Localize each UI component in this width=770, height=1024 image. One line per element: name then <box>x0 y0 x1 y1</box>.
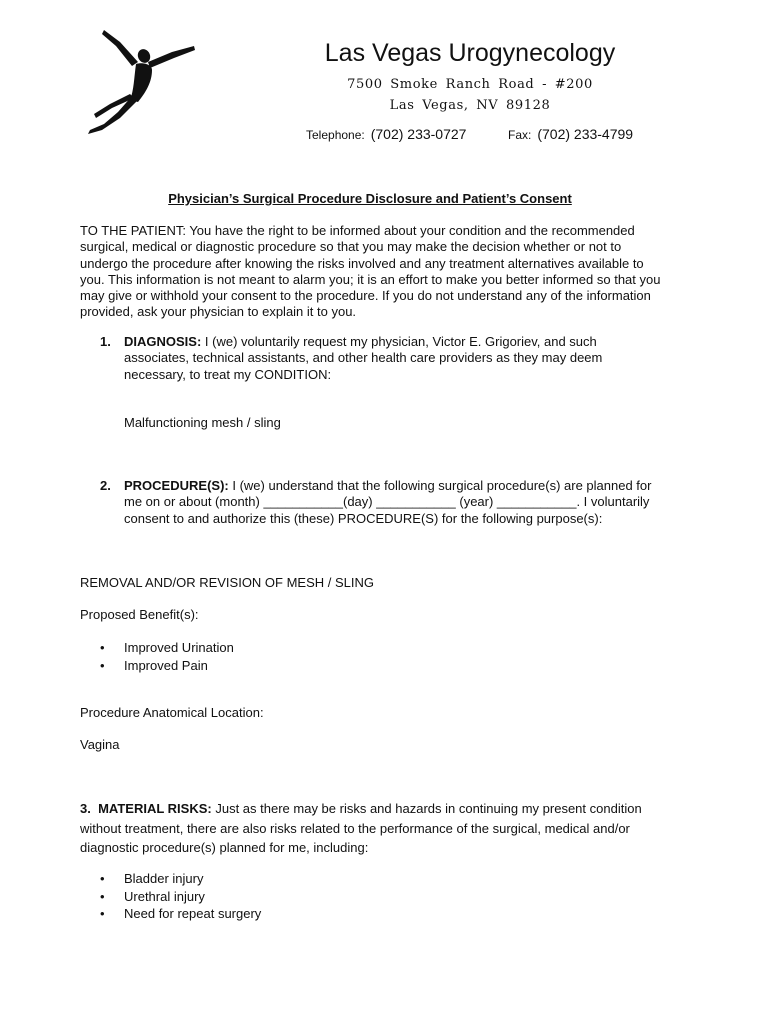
intro-paragraph: TO THE PATIENT: You have the right to be informed about your condition and the recommended surgical, medical or diagnostic procedure so that you may make the decision whether or not to undergo the procedure after knowing the risks involved and any treatment alternatives available to you. This information is not meant to alarm you; it is an effort to make you better informed so that you may give or withhold your consent to the procedure. If you do not understand any of the information provided, ask your physician to explain it to you. <box>80 223 661 320</box>
risks-section <box>80 799 670 858</box>
diagnosis-text: I (we) voluntarily request my physician, Victor E. Grigoriev, and such associates, technical assistants, and other health care providers as they may deem necessary, to treat my CONDITION: <box>124 334 603 382</box>
benefits-label: Proposed Benefit(s): <box>80 607 199 622</box>
risk-text: Bladder injury <box>124 871 204 886</box>
benefit-text: Improved Urination <box>124 640 234 655</box>
procedure-label: PROCEDURE(S): <box>124 478 229 493</box>
diagnosis-label: DIAGNOSIS: <box>124 334 202 349</box>
risks-label: MATERIAL RISKS: <box>98 801 212 816</box>
list-item <box>98 639 234 657</box>
list-item <box>98 905 261 923</box>
fax-number: (702) 233-4799 <box>537 126 634 142</box>
benefits-list <box>98 639 234 674</box>
telephone-label: Telephone: <box>306 128 365 142</box>
fax-label: Fax: <box>508 128 532 142</box>
risks-list <box>98 870 261 923</box>
diagnosis-number: 1. <box>100 334 111 349</box>
location-label: Procedure Anatomical Location: <box>80 705 264 720</box>
risk-text: Urethral injury <box>124 888 205 904</box>
leaping-figure-logo <box>82 22 200 137</box>
benefit-text: Improved Pain <box>124 657 208 673</box>
risk-text: Need for repeat surgery <box>124 906 262 921</box>
address-line-2: Las Vegas, NV 89128 <box>389 98 551 113</box>
list-item <box>98 870 261 888</box>
telephone-number: (702) 233-0727 <box>370 126 467 142</box>
procedure-number: 2. <box>100 478 111 493</box>
location-value: Vagina <box>80 737 120 752</box>
telephone-line <box>306 125 466 144</box>
address-line-1: 7500 Smoke Ranch Road - #200 <box>347 77 593 92</box>
risks-text: Just as there may be risks and hazards in continuing my present condition without treatment, there are also risks related to the performance of the surgical, medical and/or diagnostic procedure(s) planned for me, including: <box>80 801 642 855</box>
diagnosis-section <box>100 334 660 383</box>
bullet-icon: • <box>100 871 105 886</box>
procedure-name: REMOVAL AND/OR REVISION OF MESH / SLING <box>80 575 374 590</box>
procedure-section <box>100 478 660 527</box>
document-title: Physician’s Surgical Procedure Disclosure and Patient’s Consent <box>168 191 572 206</box>
bullet-icon: • <box>100 640 105 655</box>
practice-name: Las Vegas Urogynecology <box>324 39 616 67</box>
bullet-icon: • <box>100 888 105 904</box>
list-item <box>98 657 234 675</box>
bullet-icon: • <box>100 906 105 921</box>
list-item <box>98 888 261 906</box>
risks-number: 3. <box>80 801 91 816</box>
bullet-icon: • <box>100 657 105 673</box>
fax-line <box>508 125 633 144</box>
procedure-text: I (we) understand that the following surgical procedure(s) are planned for me on or about (month) ___________(day) ___________ (year) ___________. I voluntarily consent to and authorize this (these) PROCEDURE(S) for the following purpose(s): <box>124 478 652 526</box>
diagnosis-condition: Malfunctioning mesh / sling <box>124 415 281 430</box>
